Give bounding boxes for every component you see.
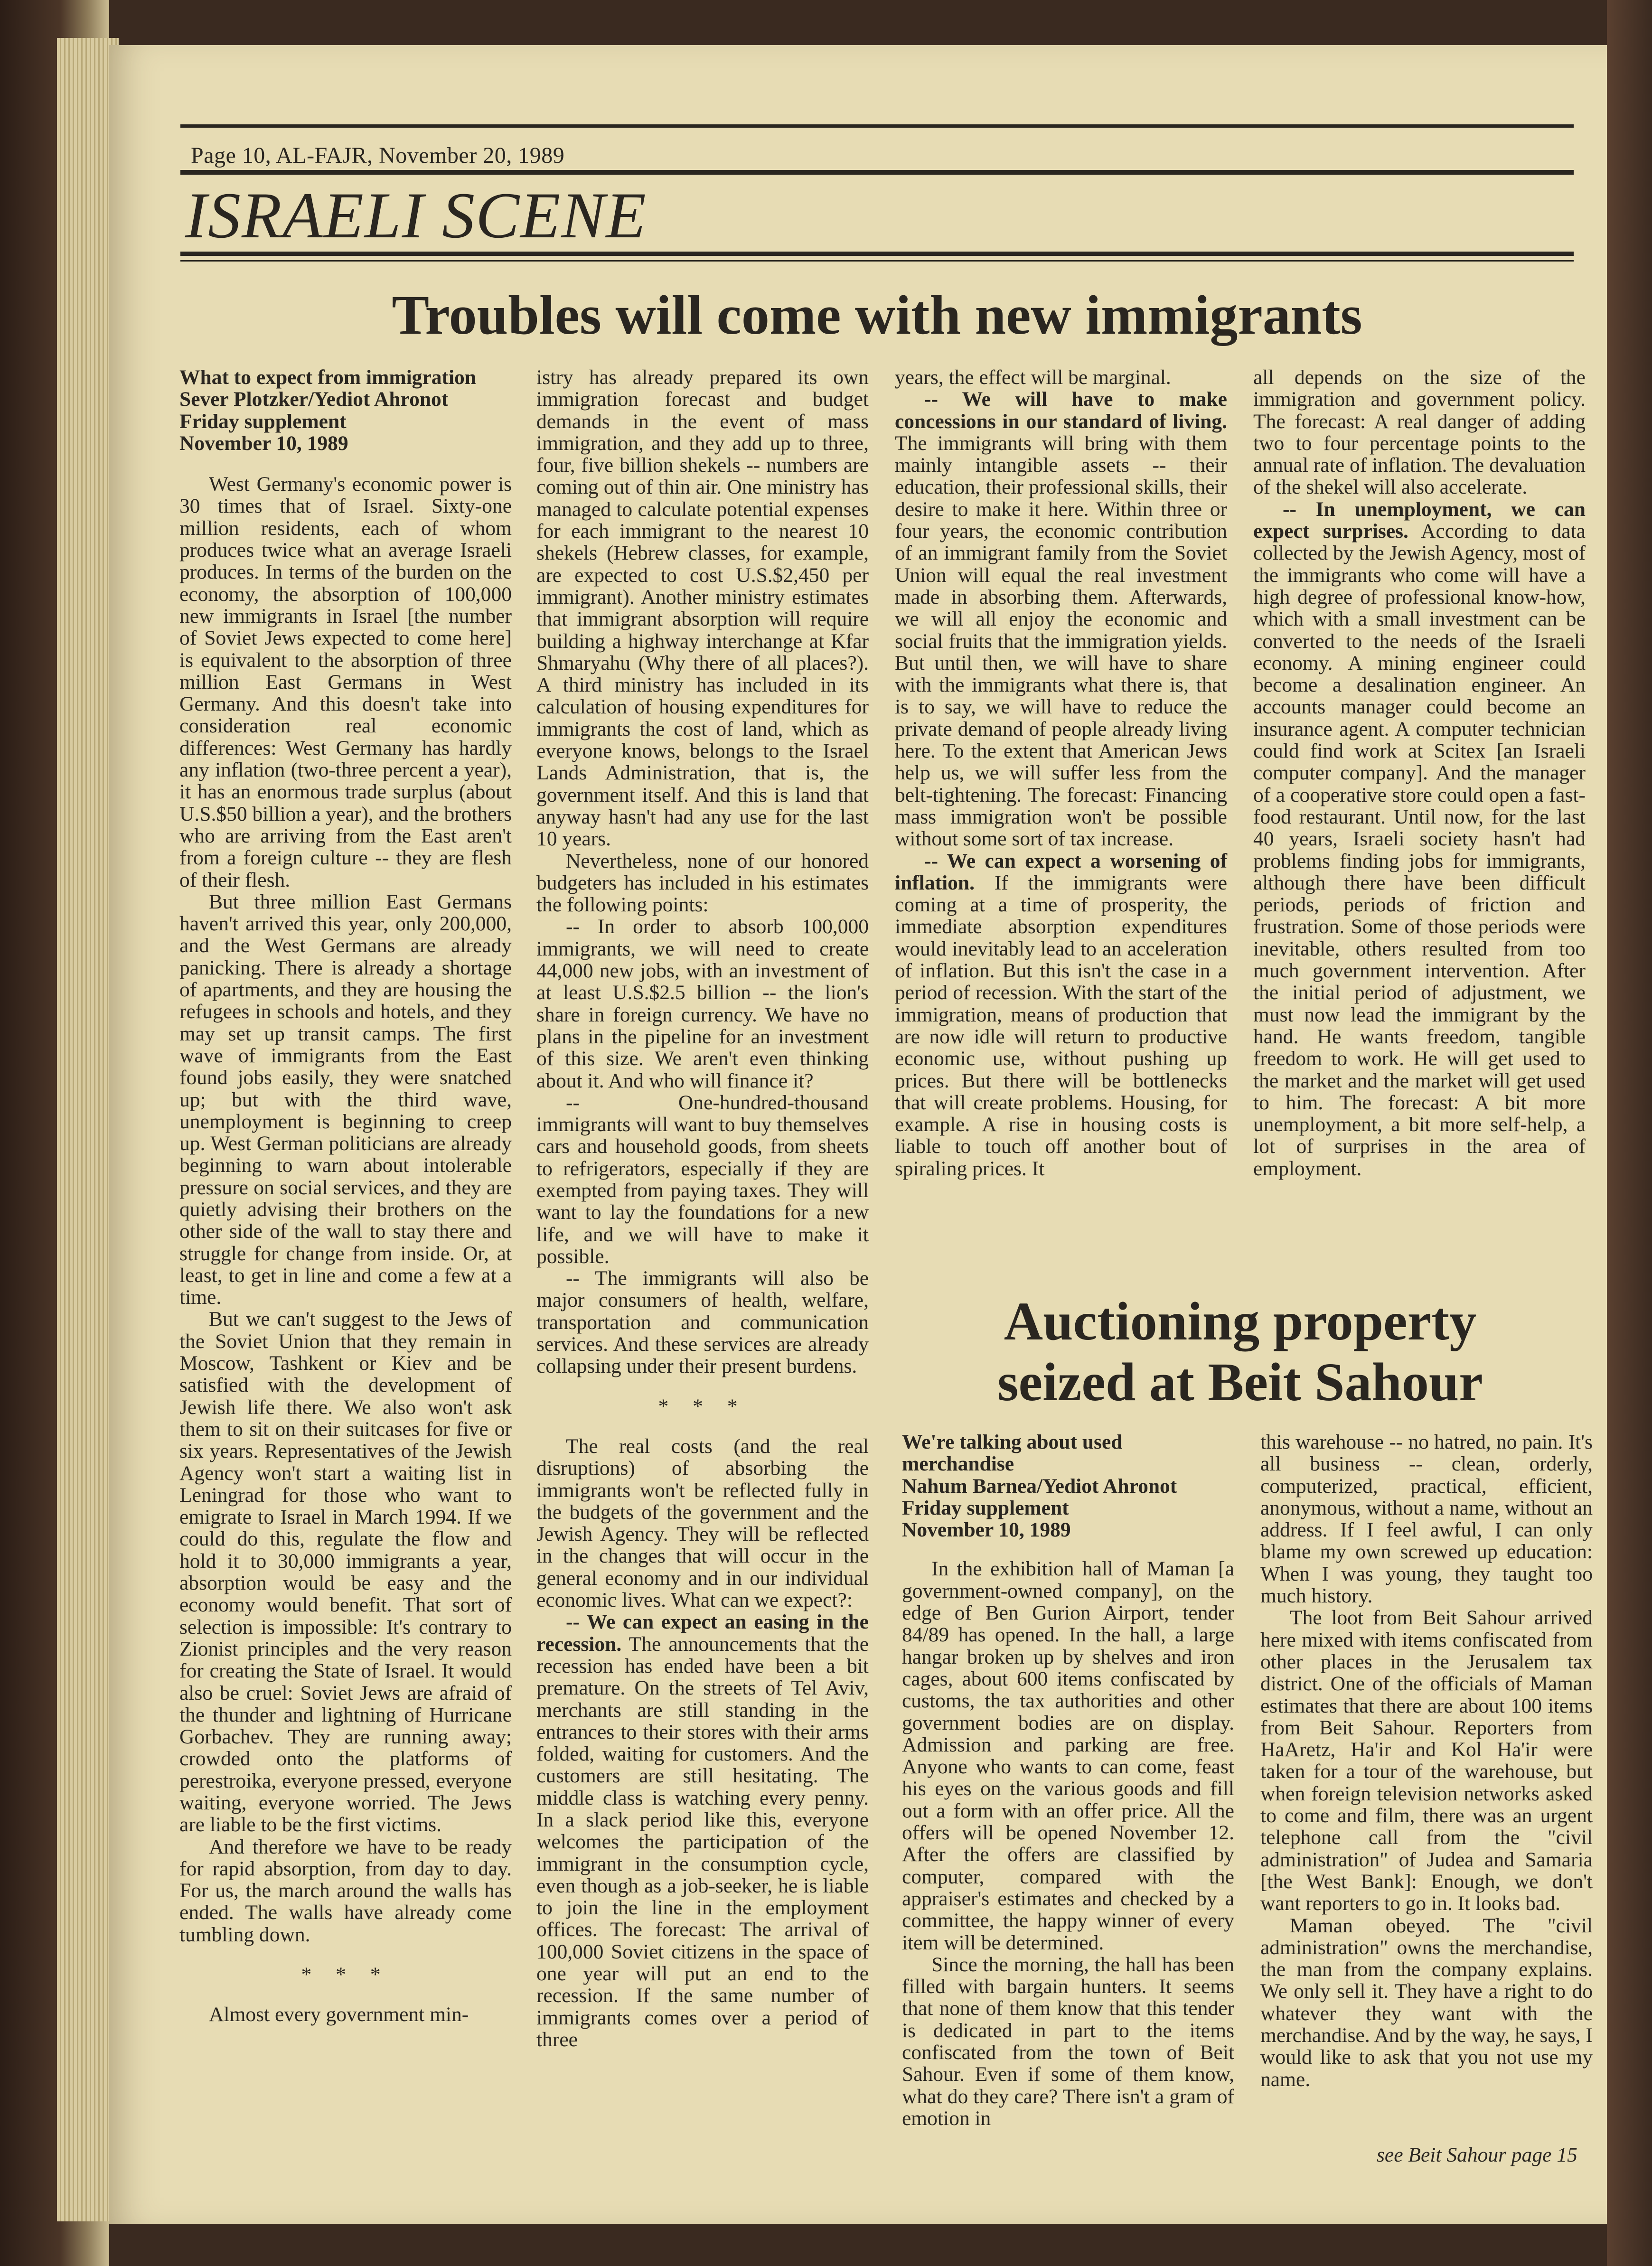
section-title: ISRAELI SCENE [185, 179, 647, 252]
paragraph: -- We can expect an easing in the recession. The announcements that the recession has ended have been a bit premature. On the streets of Tel Aviv, merchants are still standing in the entrances to their stores with their arms folded, waiting for customers. And the customers are still hesitating. The middle class is watching every penny. In a slack period like this, everyone welcomes the participation of the immigrant in the consumption cycle, even though as a job-seeker, he is liable to join the line in the employment offices. The forecast: The arrival of 100,000 Soviet citizens in the space of one year will put an end to the recession. If the same number of immigrants comes over a period of three [536, 1611, 869, 2051]
paragraph: this warehouse -- no hatred, no pain. It's all business -- clean, orderly, computerized, practical, efficient, anonymous, without a name, without an address. If I feel awful, I can only blame my own screwed up education: When I was young, they taught too much history. [1260, 1431, 1593, 1608]
page-header: Page 10, AL-FAJR, November 20, 1989 [191, 143, 565, 168]
section-rule [180, 252, 1574, 256]
binding-right-edge [1607, 0, 1652, 2266]
paragraph: -- In order to absorb 100,000 immigrants, we will need to create 44,000 new jobs, with an investment of at least U.S.$2.5 billion -- the lion's share in foreign currency. We have no plans in the pipeline for an investment of this size. We aren't even thinking about it. And who will finance it? [536, 915, 869, 1092]
paragraph: In the exhibition hall of Maman [a government-owned company], on the edge of Ben Gurion Airport, tender 84/89 has opened. In the hall, a large hangar broken up by shelves and iron cages, about 600 items confiscated by customs, the tax authorities and other government bodies are on display. Admission and parking are free. Anyone who wants to can come, feast his eyes on the various goods and fill out a form with an offer price. All the offers will be opened November 12. After the offers are classified by computer, compared with the appraiser's estimates and checked by a committee, the happy winner of every item will be determined. [902, 1557, 1234, 1954]
section-rule-thin [180, 260, 1574, 262]
paragraph: Almost every government min- [209, 2003, 469, 2026]
article2-headline: Auctioning property seized at Beit Sahour [997, 1291, 1483, 1412]
paragraph: The loot from Beit Sahour arrived here mixed with items confiscated from other places in the Jerusalem tax district. One of the officials of Maman estimates that there are about 100 items from Beit Sahour. Reporters from HaAretz, Ha'ir and Kol Ha'ir were taken for a tour of the warehouse, but when foreign television networks asked to come and film, there was an urgent telephone call from the "civil administration" of Judea and Samaria [the West Bank]: Enough, we don't want reporters to go in. It looks bad. [1260, 1606, 1593, 1915]
header-rule [180, 170, 1574, 175]
paragraph: But three million East Germans haven't arrived this year, only 200,000, and the West Germans are already panicking. There is already a shortage of apartments, and they are housing the refugees in schools and hotels, and they may set up transit camps. The first wave of immigrants from the East found jobs easily, they were snatched up; but with the third wave, unemployment is beginning to creep up. West German politicians are already beginning to warn about intolerable pressure on social services, and they are quietly advising their brothers on the other side of the wall to stay there and struggle for change from inside. Or, at least, to get in line and come a few at a time. [179, 890, 512, 1309]
subhead: -- In unemployment, we can expect surprises. [1253, 497, 1586, 543]
paragraph: West Germany's economic power is 30 times that of Israel. Sixty-one million residents, each of whom produces twice what an average Israeli produces. In terms of the burden on the economy, the absorption of 100,000 new immigrants in Israel [the number of Soviet Jews expected to come here] is equivalent to the absorption of three million East Germans in West Germany. And this doesn't take into consideration real economic differences: West Germany has hardly any inflation (two-three percent a year), it has an enormous trade surplus (about U.S.$50 billion a year), and the brothers who are arriving from the East aren't from a foreign culture -- they are flesh of their flesh. [179, 473, 512, 891]
continuation-note: see Beit Sahour page 15 [1377, 2144, 1577, 2166]
paragraph: -- One-hundred-thousand immigrants will want to buy themselves cars and household goods, from sheets to refrigerators, especially if they are exempted from paying taxes. They will want to lay the foundations for a new life, and we will have to make it possible. [536, 1091, 869, 1268]
section-separator: * * * [301, 1963, 390, 1986]
paragraph: all depends on the size of the immigration and government policy. The forecast: A real danger of adding two to four percentage points to the annual rate of inflation. The devaluation of the shekel will also accelerate. [1253, 366, 1586, 499]
article2-byline: We're talking about used merchandise Nahum Barnea/Yediot Ahronot Friday supplement November 10, 1989 [902, 1431, 1177, 1542]
subhead: -- We can expect an easing in the recession. [536, 1611, 869, 1656]
section-separator: * * * [658, 1395, 747, 1418]
top-rule [180, 124, 1574, 128]
paragraph: -- We will have to make concessions in our standard of living. The immigrants will bring with them mainly intangible assets -- their education, their professional skills, their desire to make it here. Within three or four years, the economic contribution of an immigrant family from the Soviet Union will equal the real investment made in absorbing them. Afterwards, we will all enjoy the economic and social fruits that the immigration yields. But until then, we will have to share with the immigrants what there is, that is to say, we will have to reduce the private demand of people already living here. To the extent that American Jews help us, we will suffer less from the belt-tightening. The forecast: Financing mass immigration won't be possible without some sort of tax increase. [895, 388, 1227, 851]
article1-column-1 [179, 366, 512, 2026]
paragraph: And therefore we have to be ready for rapid absorption, from day to day. For us, the march around the walls has ended. The walls have already come tumbling down. [179, 1835, 512, 1946]
article2-column-2 [1260, 1431, 1593, 2090]
paragraph: -- In unemployment, we can expect surprises. According to data collected by the Jewish Agency, most of the immigrants who come will have a high degree of professional know-how, which with a small investment can be converted to the needs of the Israeli economy. A mining engineer could become a desalination engineer. An accounts manager could become an insurance agent. A computer technician could find work at Scitex [an Israeli computer company]. And the manager of a cooperative store could open a fast-food restaurant. Until now, for the last 40 years, Israeli society hasn't had problems finding jobs for immigrants, although there have been difficult periods, periods of friction and frustration. Some of those periods were inevitable, others resulted from too much government intervention. After the initial period of adjustment, we must now lead the immigrant by the hand. He wants freedom, tangible freedom to work. He will get used to the market and the market will get used to him. The forecast: A bit more unemployment, a bit more self-help, a lot of surprises in the area of employment. [1253, 497, 1586, 1180]
paragraph: Nevertheless, none of our honored budgeters has included in his estimates the following points: [536, 849, 869, 917]
article1-byline: What to expect from immigration Sever Plotzker/Yediot Ahronot Friday supplement November 10, 1989 [179, 366, 476, 455]
article1-column-2 [536, 366, 869, 2051]
paragraph: The real costs (and the real disruptions) of absorbing the immigrants won't be reflected fully in the budgets of the government and the Jewish Agency. They will be reflected in the changes that will occur in the general economy and in our individual economic lives. What can we expect?: [536, 1434, 869, 1612]
paragraph: Since the morning, the hall has been filled with bargain hunters. It seems that none of them know that this tender is dedicated in part to the items confiscated from the town of Beit Sahour. Even if some of them know, what do they care? There isn't a gram of emotion in [902, 1953, 1234, 2130]
subhead: -- We will have to make concessions in our standard of living. [895, 388, 1227, 433]
paragraph: But we can't suggest to the Jews of the Soviet Union that they remain in Moscow, Tashkent or Kiev and be satisfied with the development of Jewish life there. We also won't ask them to sit on their suitcases for five or six years. Representatives of the Jewish Agency won't start a waiting list in Leningrad for those who want to emigrate to Israel in March 1994. If we could do this, regulate the flow and hold it to 30,000 immigrants a year, absorption would be easy and the economy would benefit. That sort of selection is impossible: It's contrary to Zionist principles and the very reason for creating the State of Israel. It would also be cruel: Soviet Jews are afraid of the thunder and lightning of Hurricane Gorbachev. They are running away; crowded onto the platforms of perestroika, everyone pressed, everyone waiting, everyone worried. The Jews are liable to be the first victims. [179, 1308, 512, 1836]
paragraph: Maman obeyed. The "civil administration" owns the merchandise, the man from the company explains. We only sell it. They have a right to do whatever they want with the merchandise. And by the way, he says, I would like to ask that you not use my name. [1260, 1914, 1593, 2091]
article1-column-4 [1253, 366, 1586, 1180]
article2-column-1 [902, 1431, 1234, 2129]
article1-headline: Troubles will come with new immigrants [392, 284, 1362, 346]
article1-column-3 [895, 366, 1227, 1180]
paragraph: istry has already prepared its own immigration forecast and budget demands in the event of mass immigration, and they add up to three, four, five billion shekels -- numbers are coming out of thin air. One ministry has managed to calculate potential expenses for each immigrant to the nearest 10 shekels (Hebrew classes, for example, are expected to cost U.S.$2,450 per immigrant). Another ministry estimates that immigrant absorption will require building a highway interchange at Kfar Shmaryahu (Why there of all places?). A third ministry has included in its calculation of housing expenditures for immigrants the cost of land, which as everyone knows, belongs to the Israel Lands Administration, that is, the government itself. And this is land that anyway hasn't had any use for the last 10 years. [536, 366, 869, 851]
paragraph: -- The immigrants will also be major consumers of health, welfare, transportation and communication services. And these services are already collapsing under their present burdens. [536, 1267, 869, 1378]
paragraph: years, the effect will be marginal. [895, 366, 1171, 389]
subhead: -- We can expect a worsening of inflation. [895, 849, 1227, 894]
paragraph: -- We can expect a worsening of inflation. If the immigrants were coming at a time of prosperity, the immediate absorption expenditures would inevitably lead to an acceleration of inflation. But this isn't the case in a period of recession. With the start of the immigration, means of production that are now idle will return to productive economic use, without pushing up prices. But there will be bottlenecks that will create problems. Housing, for example. A rise in housing costs is liable to touch off another bout of spiraling prices. It [895, 849, 1227, 1180]
